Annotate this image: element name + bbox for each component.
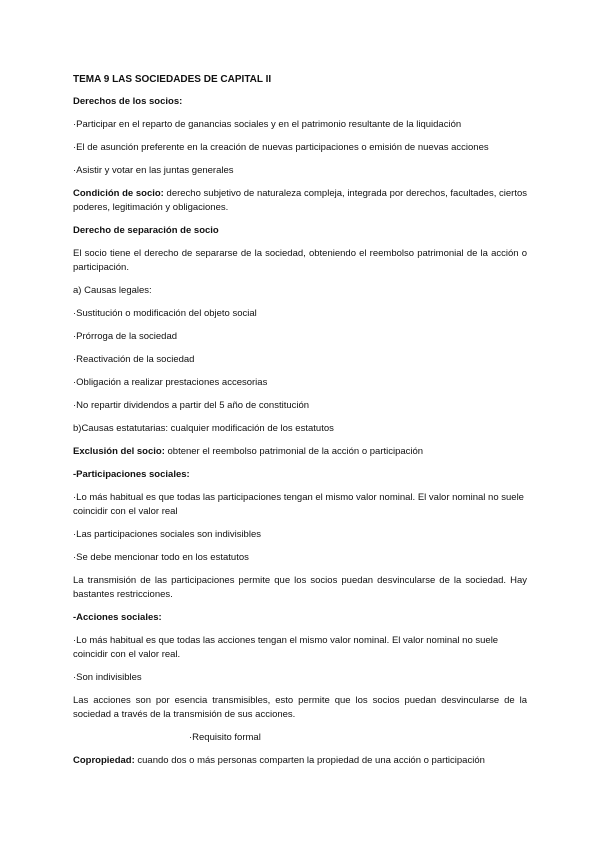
- document-body: [73, 73, 527, 777]
- participaciones-item: ·Las participaciones sociales son indivisibles: [73, 529, 261, 540]
- derechos-item: ·Participar en el reparto de ganancias sociales y en el patrimonio resultante de la liquidación: [73, 119, 462, 130]
- condicion-term: Condición de socio:: [73, 188, 164, 199]
- causa-legal-item: ·Sustitución o modificación del objeto social: [73, 308, 257, 319]
- derechos-item: ·El de asunción preferente en la creación de nuevas participaciones o emisión de nuevas acciones: [73, 142, 489, 153]
- causa-legal-item: ·No repartir dividendos a partir del 5 año de constitución: [73, 400, 310, 411]
- acciones-paragraph: Las acciones son por esencia transmisibles, esto permite que los socios puedan desvincularse de la sociedad a través de la transmisión de sus acciones.: [73, 695, 527, 720]
- separacion-heading: Derecho de separación de socio: [73, 225, 219, 236]
- derechos-item: ·Asistir y votar en las juntas generales: [73, 165, 234, 176]
- copropiedad-term: Copropiedad:: [73, 755, 135, 766]
- acciones-heading: -Acciones sociales:: [73, 612, 162, 623]
- derechos-heading: Derechos de los socios:: [73, 96, 183, 107]
- acciones-item: ·Son indivisibles: [73, 672, 142, 683]
- participaciones-paragraph: La transmisión de las participaciones permite que los socios puedan desvincularse de la sociedad. Hay bastantes restricciones.: [73, 575, 527, 600]
- acciones-item: ·Lo más habitual es que todas las acciones tengan el mismo valor nominal. El valor nominal no suele coincidir con el valor real.: [73, 635, 499, 660]
- separacion-paragraph: El socio tiene el derecho de separarse de la sociedad, obteniendo el reembolso patrimonial de la acción o participación.: [73, 248, 527, 273]
- document-title: TEMA 9 LAS SOCIEDADES DE CAPITAL II: [73, 74, 272, 85]
- causas-estatutarias: b)Causas estatutarias: cualquier modificación de los estatutos: [73, 423, 334, 434]
- condicion-text: derecho subjetivo de naturaleza compleja, integrada por derechos, facultades, ciertos poderes, legitimación y obligaciones.: [73, 188, 527, 213]
- participaciones-heading: -Participaciones sociales:: [73, 469, 190, 480]
- exclusion-term: Exclusión del socio:: [73, 446, 165, 457]
- participaciones-item: ·Se debe mencionar todo en los estatutos: [73, 552, 249, 563]
- requisito-formal: ·Requisito formal: [189, 732, 261, 743]
- causa-legal-item: ·Reactivación de la sociedad: [73, 354, 195, 365]
- exclusion-text: obtener el reembolso patrimonial de la acción o participación: [164, 446, 424, 457]
- copropiedad-paragraph: [73, 754, 527, 768]
- exclusion-paragraph: [73, 445, 527, 459]
- copropiedad-text: cuando dos o más personas comparten la propiedad de una acción o participación: [134, 755, 485, 766]
- causa-legal-item: ·Prórroga de la sociedad: [73, 331, 178, 342]
- participaciones-item: ·Lo más habitual es que todas las participaciones tengan el mismo valor nominal. El valor nominal no suele coincidir con el valor real: [73, 492, 524, 517]
- causas-legales-label: a) Causas legales:: [73, 285, 152, 296]
- condicion-paragraph: [73, 187, 527, 215]
- causa-legal-item: ·Obligación a realizar prestaciones accesorias: [73, 377, 268, 388]
